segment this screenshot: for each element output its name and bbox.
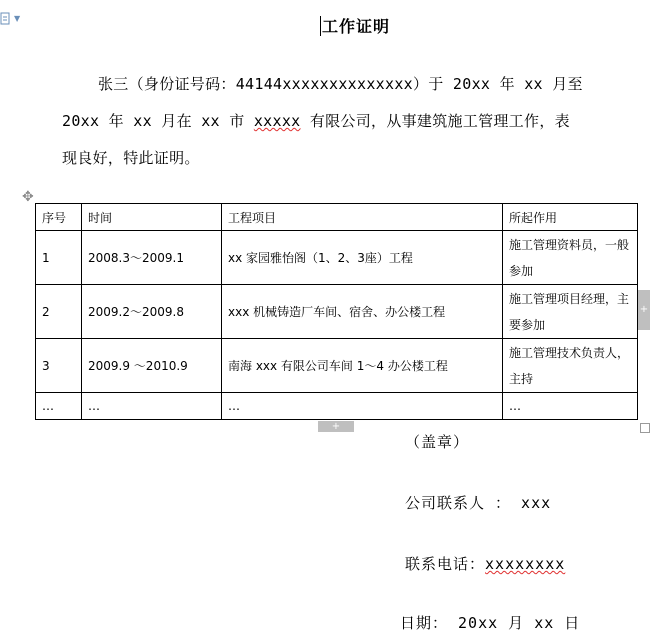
body-line-2-a: 20xx 年 xx 月在 xx 市 bbox=[62, 112, 254, 130]
table-cell: 2 bbox=[36, 285, 82, 339]
table-cell: 2009.9 ～2010.9 bbox=[82, 339, 222, 393]
add-column-button[interactable] bbox=[638, 290, 650, 330]
header-project: 工程项目 bbox=[222, 204, 503, 231]
work-history-table bbox=[35, 203, 638, 420]
body-line-2 bbox=[62, 103, 570, 140]
text-cursor bbox=[320, 16, 321, 36]
table-row bbox=[36, 285, 638, 339]
table-cell: 2008.3～2009.1 bbox=[82, 231, 222, 285]
plus-icon: + bbox=[639, 304, 649, 315]
body-line-2-b: 有限公司，从事建筑施工管理工作，表 bbox=[300, 112, 570, 130]
table-cell: … bbox=[503, 393, 638, 420]
table-cell: 施工管理技术负责人，主持 bbox=[503, 339, 638, 393]
body-line-1: 张三（身份证号码：44144xxxxxxxxxxxxxx）于 20xx 年 xx 月至 bbox=[98, 75, 583, 93]
document-title: 工作证明 bbox=[322, 17, 391, 36]
header-time: 时间 bbox=[82, 204, 222, 231]
body-line-3: 现良好，特此证明。 bbox=[62, 149, 200, 167]
table-cell: 施工管理项目经理，主要参加 bbox=[503, 285, 638, 339]
table-cell: … bbox=[36, 393, 82, 420]
table-cell: 南海 xxx 有限公司车间 1～4 办公楼工程 bbox=[222, 339, 503, 393]
company-name-placeholder: xxxxx bbox=[253, 112, 301, 130]
move-cross-icon[interactable]: ✥ bbox=[22, 189, 34, 205]
table-cell: 1 bbox=[36, 231, 82, 285]
phone-value: xxxxxxxx bbox=[485, 555, 566, 573]
table-cell: xxx 机械铸造厂车间、宿舍、办公楼工程 bbox=[222, 285, 503, 339]
table-cell: … bbox=[82, 393, 222, 420]
table-row bbox=[36, 339, 638, 393]
table-cell: xx 家园雅怡阁（1、2、3座）工程 bbox=[222, 231, 503, 285]
phone-label: 联系电话： bbox=[405, 555, 486, 573]
header-index: 序号 bbox=[36, 204, 82, 231]
plus-icon: + bbox=[331, 421, 341, 432]
page-icon[interactable] bbox=[0, 12, 12, 26]
table-row bbox=[36, 231, 638, 285]
header-role: 所起作用 bbox=[503, 204, 638, 231]
contact-person: 公司联系人 ： xxx bbox=[405, 494, 552, 512]
table-cell: 3 bbox=[36, 339, 82, 393]
contact-phone bbox=[405, 553, 565, 574]
table-row bbox=[36, 393, 638, 420]
date-text: 日期： 20xx 月 xx 日 bbox=[400, 614, 581, 632]
chevron-down-icon[interactable]: ▼ bbox=[14, 14, 21, 23]
table-cell: … bbox=[222, 393, 503, 420]
table-cell: 施工管理资料员，一般参加 bbox=[503, 231, 638, 285]
table-header-row bbox=[36, 204, 638, 231]
seal-text: （盖章） bbox=[405, 433, 470, 451]
resize-handle-icon[interactable] bbox=[640, 423, 650, 433]
table-cell: 2009.2～2009.8 bbox=[82, 285, 222, 339]
add-row-button[interactable] bbox=[318, 421, 354, 432]
